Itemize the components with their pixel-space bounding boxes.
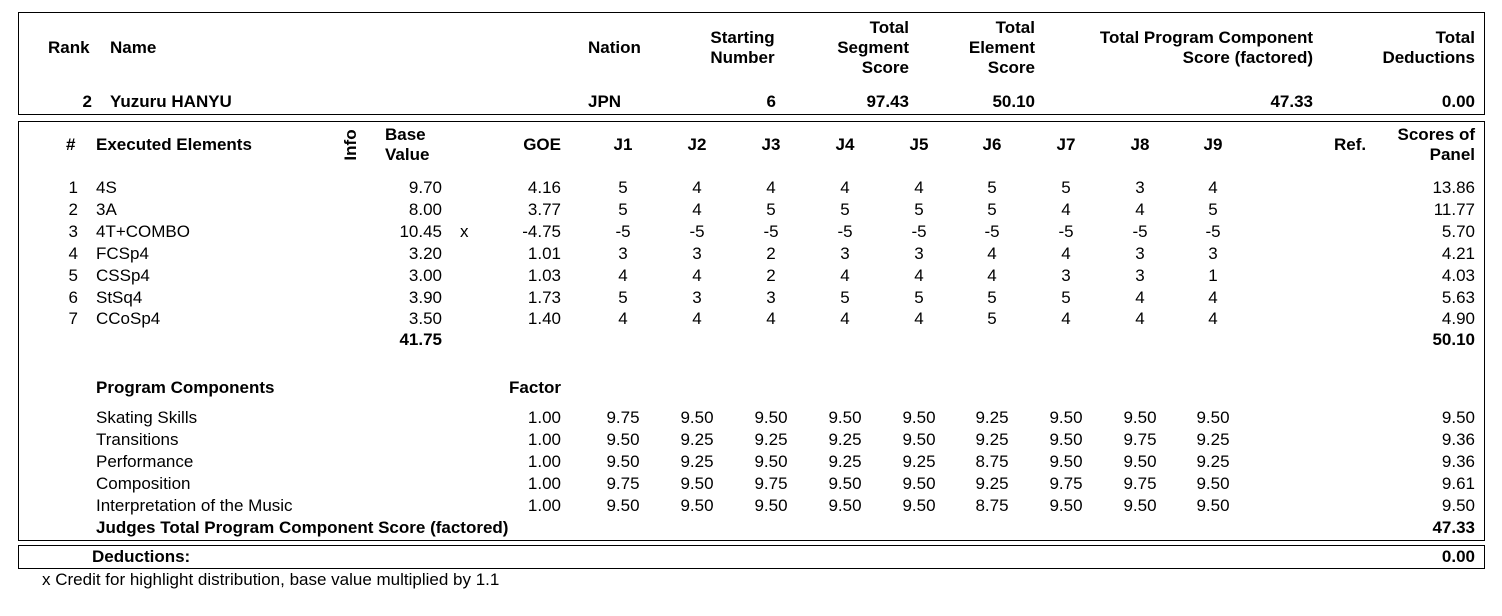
component-judge-score: 9.50 [1049,496,1083,515]
starting-number-header-line: Starting [710,28,775,47]
element-panel-score: 5.63 [1441,287,1475,307]
component-judge-score: 9.50 [902,408,936,427]
element-base-value: 9.70 [408,178,442,197]
component-judge-score: 9.75 [1123,430,1157,449]
element-judge-score: 3 [618,243,628,263]
component-judge-score: 9.50 [606,452,640,471]
tss-header-line: Score [861,58,909,77]
component-judge-score: 9.50 [754,408,788,427]
element-judge-score: 4 [1208,287,1218,307]
element-goe: 4.16 [527,178,561,197]
element-judge-score: 4 [840,309,850,329]
component-judge-score: 9.50 [606,496,640,515]
skater-name: Yuzuru HANYU [110,92,232,111]
component-judge-score: 8.75 [975,496,1009,515]
element-judge-score: 5 [618,287,628,307]
element-name: CCoSp4 [96,309,161,329]
element-judge-score: 4 [1135,287,1145,307]
judge-header-j1: J1 [613,135,633,154]
element-panel-score: 4.03 [1441,265,1475,285]
scores-of-panel-header-line: Panel [1429,145,1475,164]
scores-of-panel-header [1360,125,1475,165]
skater-pcs: 47.33 [1270,92,1313,111]
element-judge-score: 3 [1135,243,1145,263]
element-judge-score: 4 [1061,309,1071,329]
element-judge-score: 5 [987,309,997,329]
element-judge-score: 4 [692,309,702,329]
element-judge-score: 3 [1135,265,1145,285]
tss-header-line: Total [869,18,909,37]
element-judge-score: 5 [766,199,776,219]
element-judge-score: -5 [984,221,1000,241]
element-judge-score: 2 [766,243,776,263]
element-name: 4S [96,178,117,197]
component-judge-score: 9.50 [828,474,862,493]
component-factor: 1.00 [527,430,561,449]
component-judge-score: 9.25 [975,430,1009,449]
tss-header-line: Segment [837,38,909,57]
element-judge-score: 5 [987,178,997,197]
component-judge-score: 9.75 [606,408,640,427]
pcs-header-line: Score (factored) [1182,48,1313,67]
component-judge-score: 9.50 [1049,430,1083,449]
element-judge-score: -5 [763,221,779,241]
base-value-total: 41.75 [399,330,442,349]
element-panel-score: 5.70 [1441,221,1475,241]
element-base-value: 3.50 [408,309,442,329]
element-judge-score: 5 [1061,287,1071,307]
component-judge-score: 9.25 [1196,452,1230,471]
component-judge-score: 9.75 [606,474,640,493]
skater-starting-number: 6 [766,92,776,111]
executed-elements-header: Executed Elements [96,135,252,154]
element-judge-score: 4 [618,309,628,329]
info-header: Info [341,129,360,161]
element-judge-score: 4 [1135,309,1145,329]
nation-header: Nation [588,38,641,57]
component-factor: 1.00 [527,408,561,427]
element-judge-score: 4 [987,243,997,263]
component-judge-score: 9.50 [680,496,714,515]
skater-rank: 2 [82,92,92,111]
goe-header: GOE [523,135,561,154]
component-judge-score: 9.50 [1196,496,1230,515]
component-judge-score: 9.75 [754,474,788,493]
element-judge-score: 3 [692,287,702,307]
element-goe: 1.03 [527,265,561,285]
element-judge-score: 5 [618,178,628,197]
tes-header [930,18,1035,78]
components-total-value: 47.33 [1432,518,1475,537]
element-judge-score: 5 [914,199,924,219]
component-panel-score: 9.61 [1441,474,1475,493]
element-base-value: 3.00 [408,265,442,285]
judge-header-j9: J9 [1203,135,1223,154]
element-judge-score: -5 [1132,221,1148,241]
element-judge-score: 2 [766,265,776,285]
component-name: Interpretation of the Music [96,496,293,515]
component-judge-score: 9.50 [1123,496,1157,515]
component-judge-score: 9.25 [1196,430,1230,449]
element-judge-score: 4 [1208,309,1218,329]
element-judge-score: -5 [1205,221,1221,241]
element-judge-score: 3 [1061,265,1071,285]
component-judge-score: 9.50 [754,496,788,515]
skater-deductions: 0.00 [1441,92,1475,111]
element-judge-score: 4 [840,265,850,285]
scores-of-panel-header-line: Scores of [1397,125,1475,144]
footnote: x Credit for highlight distribution, base value multiplied by 1.1 [42,570,500,589]
component-judge-score: 9.25 [680,430,714,449]
rank-header: Rank [48,38,90,57]
element-judge-score: 3 [1208,243,1218,263]
component-judge-score: 9.50 [680,474,714,493]
skater-tss: 97.43 [866,92,909,111]
component-judge-score: 9.50 [1196,408,1230,427]
element-judge-score: 4 [766,309,776,329]
element-panel-score: 4.90 [1441,309,1475,329]
element-goe: -4.75 [522,221,561,241]
element-name: 4T+COMBO [96,221,190,241]
element-number: 3 [68,221,78,241]
component-panel-score: 9.36 [1441,452,1475,471]
starting-number-header [700,28,785,68]
element-judge-score: 5 [618,199,628,219]
base-value-header-line: Base [385,125,426,144]
element-name: StSq4 [96,287,143,307]
judge-header-j7: J7 [1056,135,1076,154]
element-number: 1 [68,178,78,197]
judge-header-j2: J2 [687,135,707,154]
deductions-header [1340,28,1475,68]
element-judge-score: 3 [692,243,702,263]
element-judge-score: 4 [618,265,628,285]
component-judge-score: 9.50 [902,474,936,493]
judge-header-j6: J6 [982,135,1002,154]
element-judge-score: 5 [840,199,850,219]
elements-panel-total: 50.10 [1432,330,1475,349]
component-panel-score: 9.50 [1441,496,1475,515]
element-judge-score: 4 [1135,199,1145,219]
element-base-value: 3.20 [408,243,442,263]
deductions-header-line: Deductions [1382,48,1475,67]
element-name: CSSp4 [96,265,150,285]
element-number: 5 [68,265,78,285]
element-judge-score: 5 [914,287,924,307]
element-judge-score: 3 [914,243,924,263]
component-judge-score: 9.50 [828,496,862,515]
element-judge-score: -5 [1058,221,1074,241]
element-judge-score: -5 [615,221,631,241]
component-judge-score: 9.50 [1049,408,1083,427]
element-number-header: # [66,135,76,154]
element-panel-score: 4.21 [1441,243,1475,263]
component-name: Skating Skills [96,408,198,427]
component-judge-score: 9.75 [1123,474,1157,493]
judge-header-j4: J4 [835,135,855,154]
component-judge-score: 8.75 [975,452,1009,471]
deductions-header-line: Total [1435,28,1475,47]
element-name: FCSp4 [96,243,149,263]
element-panel-score: 11.77 [1433,199,1475,219]
component-judge-score: 9.25 [975,474,1009,493]
element-number: 2 [68,199,78,219]
judge-header-j8: J8 [1130,135,1150,154]
element-judge-score: 1 [1208,265,1218,285]
element-judge-score: 4 [1061,199,1071,219]
element-judge-score: 5 [840,287,850,307]
component-judge-score: 9.25 [975,408,1009,427]
element-judge-score: 5 [987,287,997,307]
element-judge-score: 5 [1208,199,1218,219]
component-judge-score: 9.50 [1196,474,1230,493]
component-judge-score: 9.25 [902,452,936,471]
component-factor: 1.00 [527,474,561,493]
element-judge-score: 4 [1061,243,1071,263]
component-factor: 1.00 [527,452,561,471]
element-judge-score: 4 [766,178,776,197]
component-judge-score: 9.50 [902,430,936,449]
component-judge-score: 9.50 [754,452,788,471]
judge-header-j3: J3 [761,135,781,154]
judge-header-j5: J5 [909,135,929,154]
element-name: 3A [96,199,117,219]
component-factor: 1.00 [527,496,561,515]
component-name: Transitions [96,430,179,449]
element-judge-score: 4 [914,309,924,329]
component-judge-score: 9.50 [1049,452,1083,471]
element-judge-score: 4 [987,265,997,285]
tes-header-line: Total [995,18,1035,37]
element-number: 4 [68,243,78,263]
element-goe: 1.73 [527,287,561,307]
pcs-header [1060,28,1313,68]
element-info: x [460,221,469,241]
starting-number-header-line: Number [710,48,775,67]
element-judge-score: 3 [766,287,776,307]
element-base-value: 10.45 [399,221,442,241]
skater-nation: JPN [588,92,622,111]
component-panel-score: 9.50 [1441,408,1475,427]
element-panel-score: 13.86 [1432,178,1475,197]
tes-header-line: Score [987,58,1035,77]
ref-header: Ref. [1334,135,1367,154]
component-judge-score: 9.25 [828,430,862,449]
component-judge-score: 9.50 [828,408,862,427]
name-header: Name [110,38,157,57]
element-judge-score: 5 [1061,178,1071,197]
tss-header [800,18,909,78]
element-goe: 1.40 [527,309,561,329]
deductions-box [18,545,1485,569]
element-judge-score: 3 [1135,178,1145,197]
component-judge-score: 9.50 [1123,408,1157,427]
element-goe: 3.77 [527,199,561,219]
component-judge-score: 9.50 [902,496,936,515]
element-base-value: 8.00 [408,199,442,219]
element-goe: 1.01 [527,243,561,263]
tes-header-line: Element [968,38,1035,57]
element-judge-score: -5 [837,221,853,241]
component-judge-score: 9.25 [828,452,862,471]
element-judge-score: 5 [987,199,997,219]
deductions-label: Deductions: [92,547,191,566]
component-panel-score: 9.36 [1441,430,1475,449]
program-components-header: Program Components [96,378,275,397]
factor-header: Factor [509,378,561,397]
component-name: Composition [96,474,191,493]
component-judge-score: 9.50 [1123,452,1157,471]
element-judge-score: 4 [692,265,702,285]
base-value-header-line: Value [385,145,430,164]
pcs-header-line: Total Program Component [1099,28,1313,47]
element-judge-score: 4 [692,199,702,219]
element-judge-score: 3 [840,243,850,263]
element-base-value: 3.90 [408,287,442,307]
base-value-header [385,125,429,165]
components-total-label: Judges Total Program Component Score (factored) [96,518,509,537]
component-judge-score: 9.25 [680,452,714,471]
component-judge-score: 9.50 [680,408,714,427]
element-number: 7 [68,309,78,329]
component-name: Performance [96,452,194,471]
component-judge-score: 9.25 [754,430,788,449]
skater-tes: 50.10 [992,92,1035,111]
element-judge-score: 4 [692,178,702,197]
element-number: 6 [68,287,78,307]
component-judge-score: 9.75 [1049,474,1083,493]
element-judge-score: -5 [911,221,927,241]
element-judge-score: 4 [914,178,924,197]
element-judge-score: 4 [840,178,850,197]
deductions-value: 0.00 [1441,547,1475,566]
element-judge-score: -5 [689,221,705,241]
component-judge-score: 9.50 [606,430,640,449]
element-judge-score: 4 [1208,178,1218,197]
element-judge-score: 4 [914,265,924,285]
